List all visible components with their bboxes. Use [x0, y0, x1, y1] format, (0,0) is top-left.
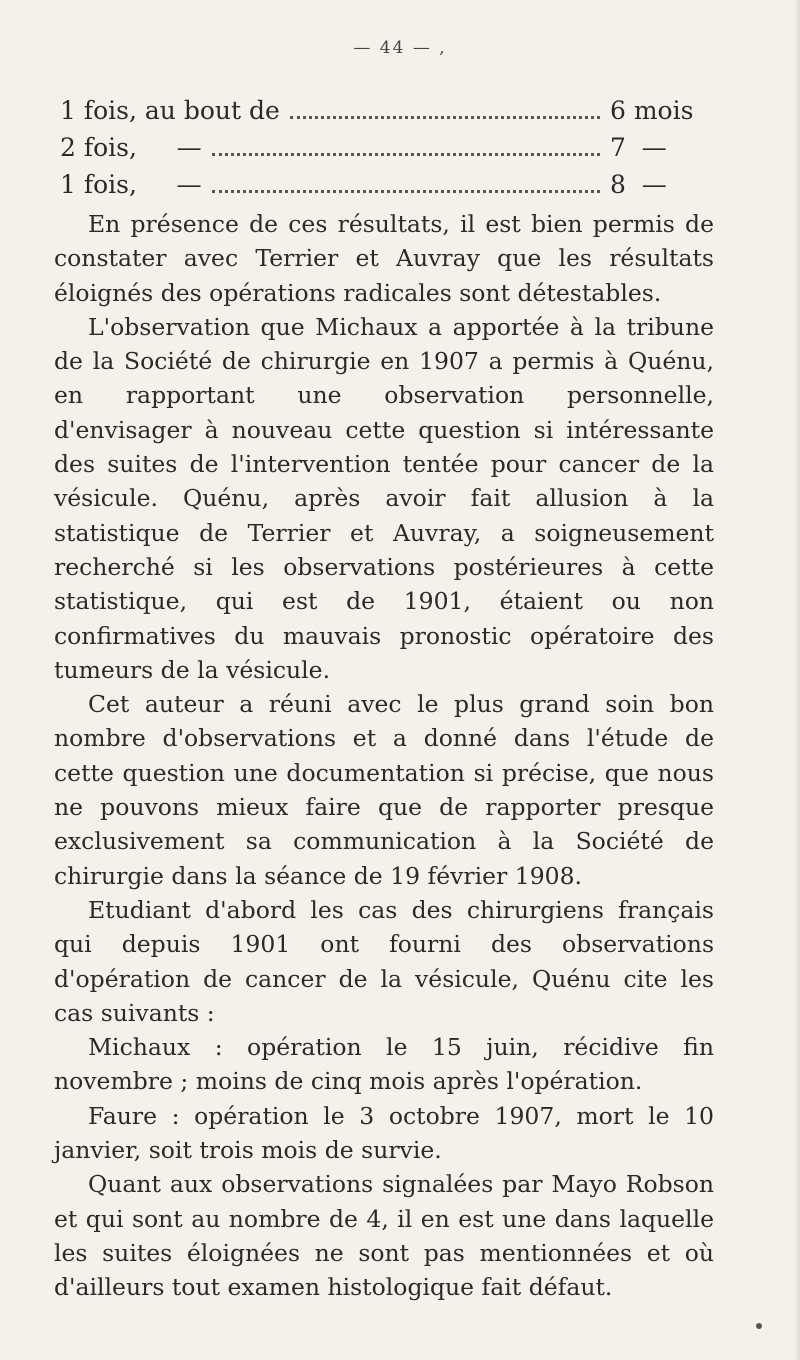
- paragraph: Michaux : opération le 15 juin, récidive fin novembre ; moins de cinq mois après l'opération.: [54, 1033, 714, 1096]
- paragraph: Etudiant d'abord les cas des chirurgiens français qui depuis 1901 ont fourni des observations d'opération de cancer de la vésicule, Quénu cite les cas suivants :: [54, 895, 714, 1027]
- paragraph: Faure : opération le 3 octobre 1907, mort le 10 janvier, soit trois mois de survie.: [54, 1101, 714, 1165]
- dot-leader: [212, 153, 600, 156]
- list-item: [60, 166, 700, 203]
- dot-leader: [290, 116, 600, 119]
- body-text: [54, 207, 714, 1305]
- paragraph: Quant aux observations signalées par Mayo Robson et qui sont au nombre de 4, il en est une dans laquelle les suites éloignées ne sont pas mentionnées et où d'ailleurs tout examen histologique fait défaut.: [54, 1170, 714, 1302]
- list-item: [60, 129, 700, 166]
- list-item-label: 1 fois, —: [60, 170, 202, 199]
- list-item: [60, 92, 700, 129]
- page-number: — 44 — ,: [353, 38, 447, 58]
- paragraph: En présence de ces résultats, il est bien permis de constater avec Terrier et Auvray que les résultats éloignés des opérations radicales sont détestables.: [54, 210, 714, 307]
- list-item-value: 6 mois: [610, 96, 694, 125]
- ink-dot: [756, 1323, 762, 1329]
- recurrence-list: [60, 92, 700, 203]
- page-edge-shadow: [794, 0, 800, 1360]
- dot-leader: [212, 190, 600, 193]
- list-item-value: 8 —: [610, 170, 667, 199]
- paragraph: Cet auteur a réuni avec le plus grand soin bon nombre d'observations et a donné dans l'étude de cette question une documentation si précise, que nous ne pouvons mieux faire que de rapporter presque exclusivement sa communication à la Société de chirurgie dans la séance de 19 février 1908.: [54, 690, 714, 890]
- list-item-value: 7 —: [610, 133, 667, 162]
- list-item-label: 1 fois, au bout de: [60, 96, 280, 125]
- paragraph: L'observation que Michaux a apportée à la tribune de la Société de chirurgie en 1907 a permis à Quénu, en rapportant une observation personnelle, d'envisager à nouveau cette question si intéressante des suites de l'intervention tentée pour cancer de la vésicule. Quénu, après avoir fait allusion à la statistique de Terrier et Auvray, a soigneusement recherché si les observations postérieures à cette statistique, qui est de 1901, étaient ou non confirmatives du mauvais pronostic opératoire des tumeurs de la vésicule.: [54, 312, 714, 684]
- list-item-label: 2 fois, —: [60, 133, 202, 162]
